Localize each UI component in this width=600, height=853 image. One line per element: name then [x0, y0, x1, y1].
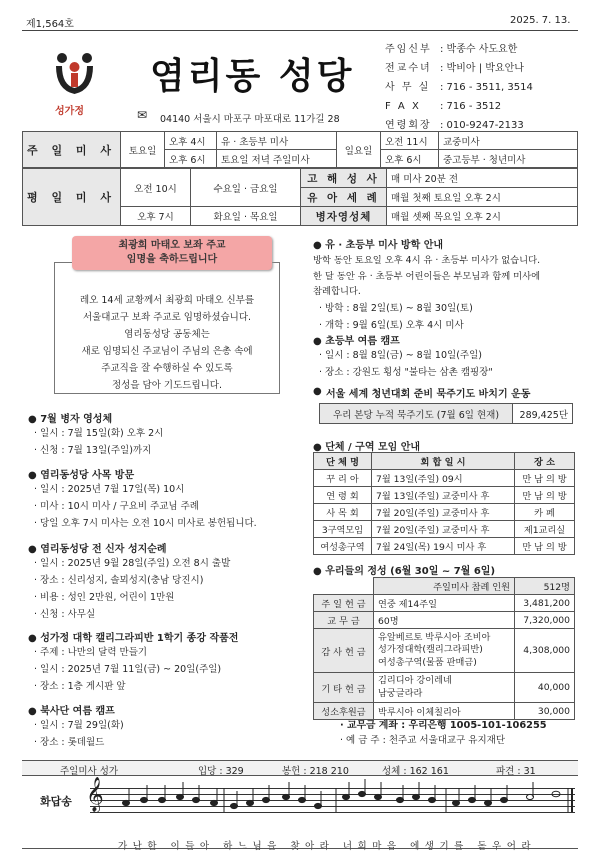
offering-desc: 연중 제14주일 — [374, 595, 515, 612]
list-item: · 당일 오후 7시 미사는 오전 10시 미사로 봉헌됩니다. — [34, 518, 257, 529]
offering-amount: 30,000 — [515, 703, 575, 720]
table-row — [314, 673, 575, 703]
section-title: ● 초등부 여름 캠프 — [313, 336, 400, 347]
section-title: ● 우리들의 정성 (6월 30일 ~ 7월 6일) — [313, 566, 496, 577]
section-title: ● 염리동성당 사목 방문 — [28, 470, 135, 481]
rosary-value: 289,425단 — [513, 404, 573, 424]
parish-title: 염리동 성당 — [150, 56, 355, 97]
table-cell: 7월 20일(주일) 교중미사 후 — [372, 504, 515, 521]
banner-title-1: 최광희 마태오 보좌 주교 — [118, 240, 226, 251]
wd2-days: 화요일 · 목요일 — [191, 207, 301, 226]
table-row — [314, 487, 575, 504]
confession-label: 고 해 성 사 — [301, 169, 387, 188]
weekday-mass-label: 평 일 미 사 — [23, 169, 121, 226]
sun2-time: 오후 6시 — [381, 150, 439, 168]
list-item: · 장소 : 롯데월드 — [34, 737, 105, 748]
section-title: ● 북사단 여름 캠프 — [28, 706, 115, 717]
hymn-label: 주일미사 성가 — [60, 766, 119, 777]
list-item: · 일시 : 2025년 7월 17일(목) 10시 — [34, 484, 185, 495]
wd1-days: 수요일 · 금요일 — [191, 169, 301, 207]
baptism-label: 유 아 세 례 — [301, 188, 387, 207]
confession-value: 매 미사 20분 전 — [387, 169, 578, 188]
sick-communion-label: 병자영성체 — [301, 207, 387, 226]
sun2-desc: 중고등부 · 청년미사 — [439, 150, 578, 168]
table-cell: 연 령 회 — [314, 487, 372, 504]
table-cell: 7월 24일(목) 19시 미사 후 — [372, 538, 515, 555]
header-divider — [22, 30, 578, 31]
list-item: · 일시 : 7월 29일(화) — [34, 720, 124, 731]
issue-date: 2025. 7. 13. — [510, 15, 571, 26]
sunday-mass-label: 주 일 미 사 — [23, 132, 121, 168]
banner-line: 주교직을 잘 수행하실 수 있도록 — [101, 363, 233, 374]
table-cell: 7월 13일(주일) 교중미사 후 — [372, 487, 515, 504]
congrats-banner — [72, 236, 272, 270]
banner-line: 정성을 담아 기도드립니다. — [111, 380, 222, 391]
info-key: 연령회장 — [385, 120, 432, 131]
hymn-communion: 성체 : 162 161 — [382, 766, 449, 777]
list-item: · 장소 : 강원도 횡성 "불타는 삼촌 캠핑장" — [319, 367, 493, 378]
sat2-desc: 토요일 저녁 주일미사 — [217, 150, 337, 168]
sat2-time: 오후 6시 — [165, 150, 217, 168]
list-item: · 일시 : 7월 15일(화) 오후 2시 — [34, 428, 164, 439]
saturday-label: 토요일 — [121, 132, 165, 168]
table-cell: 3구역모임 — [314, 521, 372, 538]
table-row — [314, 629, 575, 673]
table-cell: 여성총구역 — [314, 538, 372, 555]
offering-amount: 3,481,200 — [515, 595, 575, 612]
offering-desc: 김리디아 강이레네 남궁글라라 — [374, 673, 515, 703]
table-cell: 사 목 회 — [314, 504, 372, 521]
issue-number: 제1,564호 — [26, 19, 74, 30]
section-title: ● 성가정 대학 캘리그라피반 1학기 종강 작품전 — [28, 633, 239, 644]
section-sick-communion — [28, 410, 298, 459]
list-item: · 방학 : 8월 2일(토) ~ 8월 30일(토) — [319, 302, 473, 314]
offering-label: 감 사 헌 금 — [314, 629, 374, 673]
info-value: : 716 - 3512 — [440, 101, 502, 112]
table-cell: 카 페 — [515, 504, 575, 521]
hymn-lyrics: 가난한 이들아 하느님을 찾아라 너희마음 에생기를 돋우어라 — [118, 841, 537, 852]
offering-label: 기 타 헌 금 — [314, 673, 374, 703]
meeting-table — [313, 452, 575, 555]
list-item: · 개학 : 9월 6일(토) 오후 4시 미사 — [319, 319, 464, 331]
paragraph-line: 참례합니다. — [313, 286, 361, 297]
sunday-label: 일요일 — [337, 132, 381, 168]
paragraph-line: 한 달 동안 유 · 초등부 어린이들은 부모님과 함께 미사에 — [313, 270, 541, 282]
list-item: · 신청 : 사무실 — [34, 609, 96, 620]
section-title: ● 염리동성당 전 신자 성지순례 — [28, 544, 167, 555]
column-header: 회 합 일 시 — [372, 453, 515, 470]
table-row — [314, 612, 575, 629]
mass-schedule-table — [22, 131, 578, 168]
mail-icon: ✉ — [137, 108, 148, 122]
music-notes-icon — [110, 778, 575, 822]
holy-family-logo-icon — [52, 50, 97, 100]
offering-desc: 60명 — [374, 612, 515, 629]
account-info: · 교무금 계좌 : 우리은행 1005-101-106255 — [340, 720, 547, 731]
section-calligraphy — [28, 629, 298, 695]
hymn-bar — [22, 760, 578, 776]
info-value: : 박종수 사도요한 — [440, 44, 518, 55]
table-row — [314, 521, 575, 538]
info-value: : 716 - 3511, 3514 — [440, 82, 533, 93]
section-title: ● 유 · 초등부 미사 방학 안내 — [313, 240, 444, 251]
parish-address: 04140 서울시 마포구 마포대로 11가길 28 — [160, 114, 340, 125]
info-key: 주임신부 — [385, 44, 432, 55]
sun1-desc: 교중미사 — [439, 132, 578, 150]
table-row — [314, 504, 575, 521]
table-cell: 7월 20일(주일) 교중미사 후 — [372, 521, 515, 538]
info-key: 사 무 실 — [385, 82, 431, 93]
section-title: ● 7월 병자 영성체 — [28, 414, 113, 425]
account-holder: · 예 금 주 : 천주교 서울대교구 유지재단 — [340, 735, 506, 746]
list-item: · 일시 : 2025년 9월 28일(주일) 오전 8시 출발 — [34, 558, 231, 569]
table-cell: 꾸 리 아 — [314, 470, 372, 487]
sun1-time: 오전 11시 — [381, 132, 439, 150]
list-item: · 일시 : 8월 8일(금) ~ 8월 10일(주일) — [319, 350, 482, 361]
section-pastoral-visit — [28, 466, 298, 532]
table-row — [314, 595, 575, 612]
table-header-row — [314, 453, 575, 470]
list-item: · 비용 : 성인 2만원, 어린이 1만원 — [34, 592, 175, 603]
footer-divider — [22, 848, 578, 849]
sat1-desc: 유 · 초등부 미사 — [217, 132, 337, 150]
banner-title-2: 임명을 축하드립니다 — [126, 254, 218, 265]
list-item: · 신청 : 7월 13일(주일)까지 — [34, 445, 152, 456]
paragraph-line: 방학 동안 토요일 오후 4시 유 · 초등부 미사가 없습니다. — [313, 255, 541, 266]
column-header: 장 소 — [515, 453, 575, 470]
attendance-label: 주일미사 참례 인원 — [374, 578, 515, 595]
treble-clef-icon: 𝄞 — [86, 777, 104, 812]
section-summer-camp — [28, 702, 298, 751]
table-cell: 7월 13일(주일) 09시 — [372, 470, 515, 487]
column-header: 단 체 명 — [314, 453, 372, 470]
rosary-label: 우리 본당 누적 묵주기도 (7월 6일 현재) — [320, 404, 513, 424]
rosary-table — [319, 403, 573, 424]
offering-label: 주 일 헌 금 — [314, 595, 374, 612]
offering-desc: 유알베르토 박루시아 조비아 성가정대학(캘리그라피반) 여성총구역(물품 판매금) — [374, 629, 515, 673]
info-value: : 박비아 | 박요안나 — [440, 63, 524, 74]
offering-table — [313, 577, 575, 720]
logo-text: 성가정 — [55, 106, 84, 117]
offering-amount: 7,320,000 — [515, 612, 575, 629]
section-vacation-notice — [313, 236, 578, 334]
table-row — [314, 578, 575, 595]
offering-desc: 박루시아 이체칠리아 — [374, 703, 515, 720]
offering-amount: 4,308,000 — [515, 629, 575, 673]
list-item: · 일시 : 2025년 7월 11일(금) ~ 20일(주일) — [34, 664, 222, 675]
table-row — [314, 538, 575, 555]
table-cell: 만 남 의 방 — [515, 538, 575, 555]
info-value: : 010-9247-2133 — [440, 120, 524, 131]
sick-communion-value: 매월 셋째 목요일 오후 2시 — [387, 207, 578, 226]
hymn-offertory: 봉헌 : 218 210 — [282, 766, 349, 777]
list-item: · 장소 : 1층 게시판 앞 — [34, 681, 126, 692]
banner-line: 레오 14세 교황께서 최광희 마태오 신부를 — [79, 295, 255, 306]
table-cell: 만 남 의 방 — [515, 487, 575, 504]
contact-info — [385, 40, 533, 135]
list-item: · 미사 : 10시 미사 / 구요비 주교님 주례 — [34, 501, 199, 512]
banner-line: 새로 임명되신 주교님이 주님의 은총 속에 — [81, 346, 253, 357]
wd2-time: 오후 7시 — [121, 207, 191, 226]
table-cell: 만 남 의 방 — [515, 470, 575, 487]
list-item: · 장소 : 신리성지, 솔뫼성지(충남 당진시) — [34, 575, 204, 586]
info-key: F A X — [385, 101, 421, 112]
bullet-icon: ● — [313, 386, 322, 397]
section-elementary-camp — [313, 332, 578, 381]
sat1-time: 오후 4시 — [165, 132, 217, 150]
responsorial-label: 화답송 — [40, 795, 72, 808]
baptism-value: 매월 첫째 토요일 오후 2시 — [387, 188, 578, 207]
weekday-schedule-table — [22, 168, 578, 226]
table-row — [314, 470, 575, 487]
banner-line: 서울대교구 보좌 주교로 임명하셨습니다. — [82, 312, 252, 323]
attendance-value: 512명 — [515, 578, 575, 595]
section-pilgrimage — [28, 540, 298, 623]
hymn-entrance: 입당 : 329 — [198, 766, 244, 777]
info-key: 전교수녀 — [385, 63, 432, 74]
banner-line: 염리동성당 공동체는 — [124, 329, 210, 340]
section-title: ● 단체 / 구역 모임 안내 — [313, 442, 421, 453]
offering-label: 교 무 금 — [314, 612, 374, 629]
section-title: 서울 세계 청년대회 준비 묵주기도 바치기 운동 — [326, 389, 531, 400]
congrats-text — [54, 292, 280, 394]
offering-amount: 40,000 — [515, 673, 575, 703]
table-cell: 제1교리실 — [515, 521, 575, 538]
list-item: · 주제 : 나만의 달력 만들기 — [34, 647, 148, 658]
offering-label: 성소후원금 — [314, 703, 374, 720]
wd1-time: 오전 10시 — [121, 169, 191, 207]
hymn-dismissal: 파견 : 31 — [496, 766, 536, 777]
